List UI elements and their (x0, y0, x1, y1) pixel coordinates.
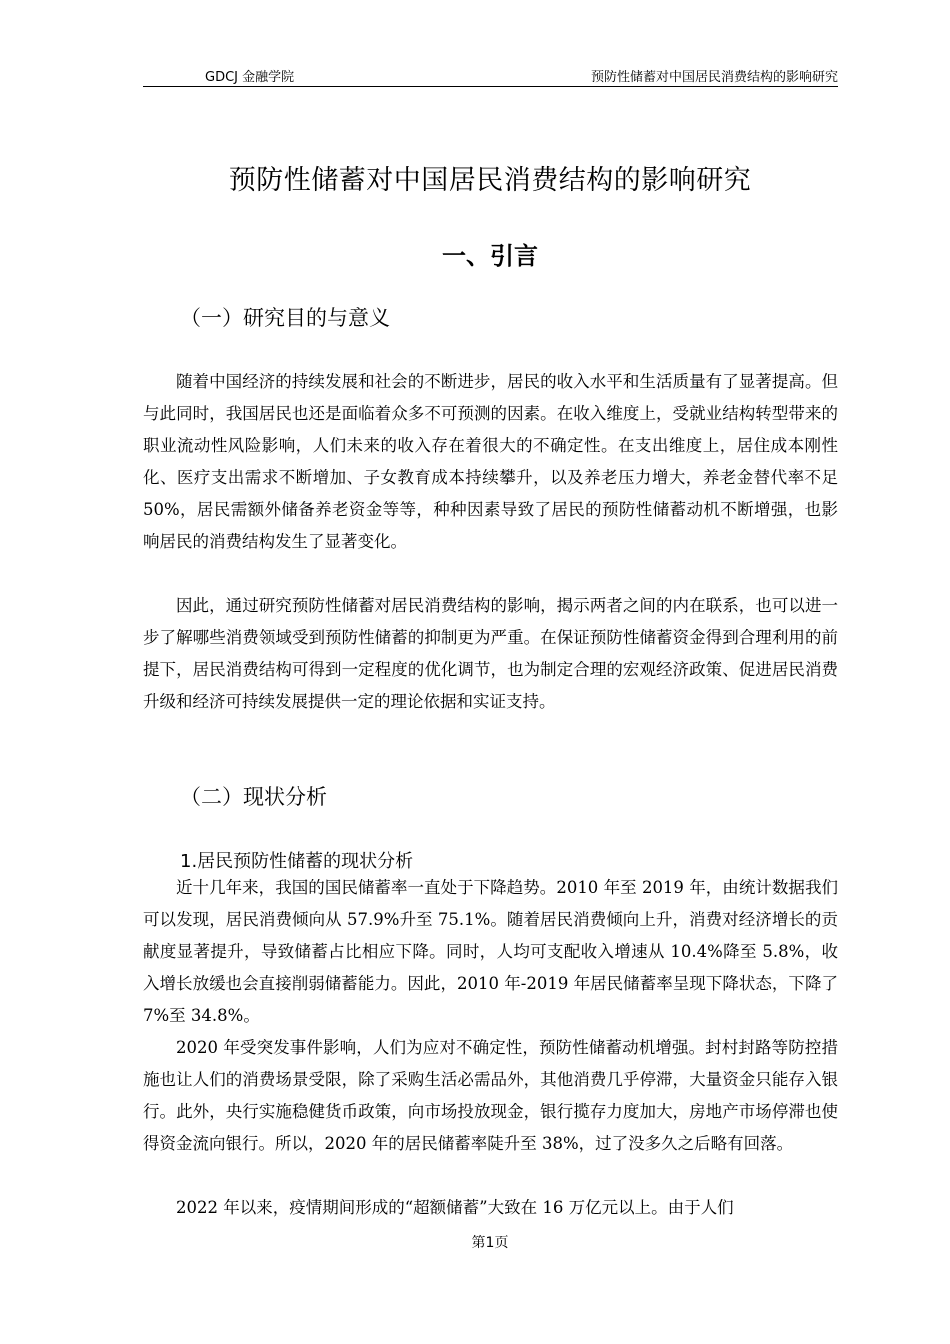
page-header (143, 62, 838, 87)
section-heading-introduction: 一、引言 (442, 242, 538, 270)
paragraph: 因此，通过研究预防性储蓄对居民消费结构的影响，揭示两者之间的内在联系，也可以进一步了解哪些消费领域受到预防性储蓄的抑制更为严重。在保证预防性储蓄资金得到合理利用的前提下，居民消费结构可得到一定程度的优化调节，也为制定合理的宏观经济政策、促进居民消费升级和经济可持续发展提供一定的理论依据和实证支持。 (143, 596, 838, 711)
item-heading-savings-status: 1.居民预防性储蓄的现状分析 (180, 851, 414, 872)
page-number: 第1页 (471, 1235, 509, 1251)
subsection-heading-status: （二）现状分析 (180, 785, 327, 809)
paragraph: 2020 年受突发事件影响，人们为应对不确定性，预防性储蓄动机增强。封村封路等防控措施也让人们的消费场景受限，除了采购生活必需品外，其他消费几乎停滞，大量资金只能存入银行。此外，央行实施稳健货币政策，向市场投放现金，银行揽存力度加大，房地产市场停滞也使得资金流向银行。所以，2020 年的居民储蓄率陡升至 38%，过了没多久之后略有回落。 (143, 1038, 838, 1153)
header-running-title: 预防性储蓄对中国居民消费结构的影响研究 (590, 70, 838, 85)
paragraph: 随着中国经济的持续发展和社会的不断进步，居民的收入水平和生活质量有了显著提高。但与此同时，我国居民也还是面临着众多不可预测的因素。在收入维度上，受就业结构转型带来的职业流动性风险影响，人们未来的收入存在着很大的不确定性。在支出维度上，居住成本刚性化、医疗支出需求不断增加、子女教育成本持续攀升，以及养老压力增大，养老金替代率不足 50%，居民需额外储备养老资金等等，种种因素导致了居民的预防性储蓄动机不断增强，也影响居民的消费结构发生了显著变化。 (143, 372, 838, 551)
subsection-heading-purpose: （一）研究目的与意义 (180, 306, 390, 330)
document-title: 预防性储蓄对中国居民消费结构的影响研究 (228, 165, 752, 196)
header-school: GDCJ 金融学院 (205, 70, 295, 85)
paragraph: 2022 年以来，疫情期间形成的“超额储蓄”大致在 16 万亿元以上。由于人们 (176, 1198, 734, 1217)
paragraph: 近十几年来，我国的国民储蓄率一直处于下降趋势。2010 年至 2019 年，由统计数据我们可以发现，居民消费倾向从 57.9%升至 75.1%。随着居民消费倾向上升，消费对经济增长的贡献度显著提升，导致储蓄占比相应下降。同时，人均可支配收入增速从 10.4%降至 5.8%，收入增长放缓也会直接削弱储蓄能力。因此，2010 年-2019 年居民储蓄率呈现下降状态，下降了 7%至 34.8%。 (143, 878, 838, 1025)
